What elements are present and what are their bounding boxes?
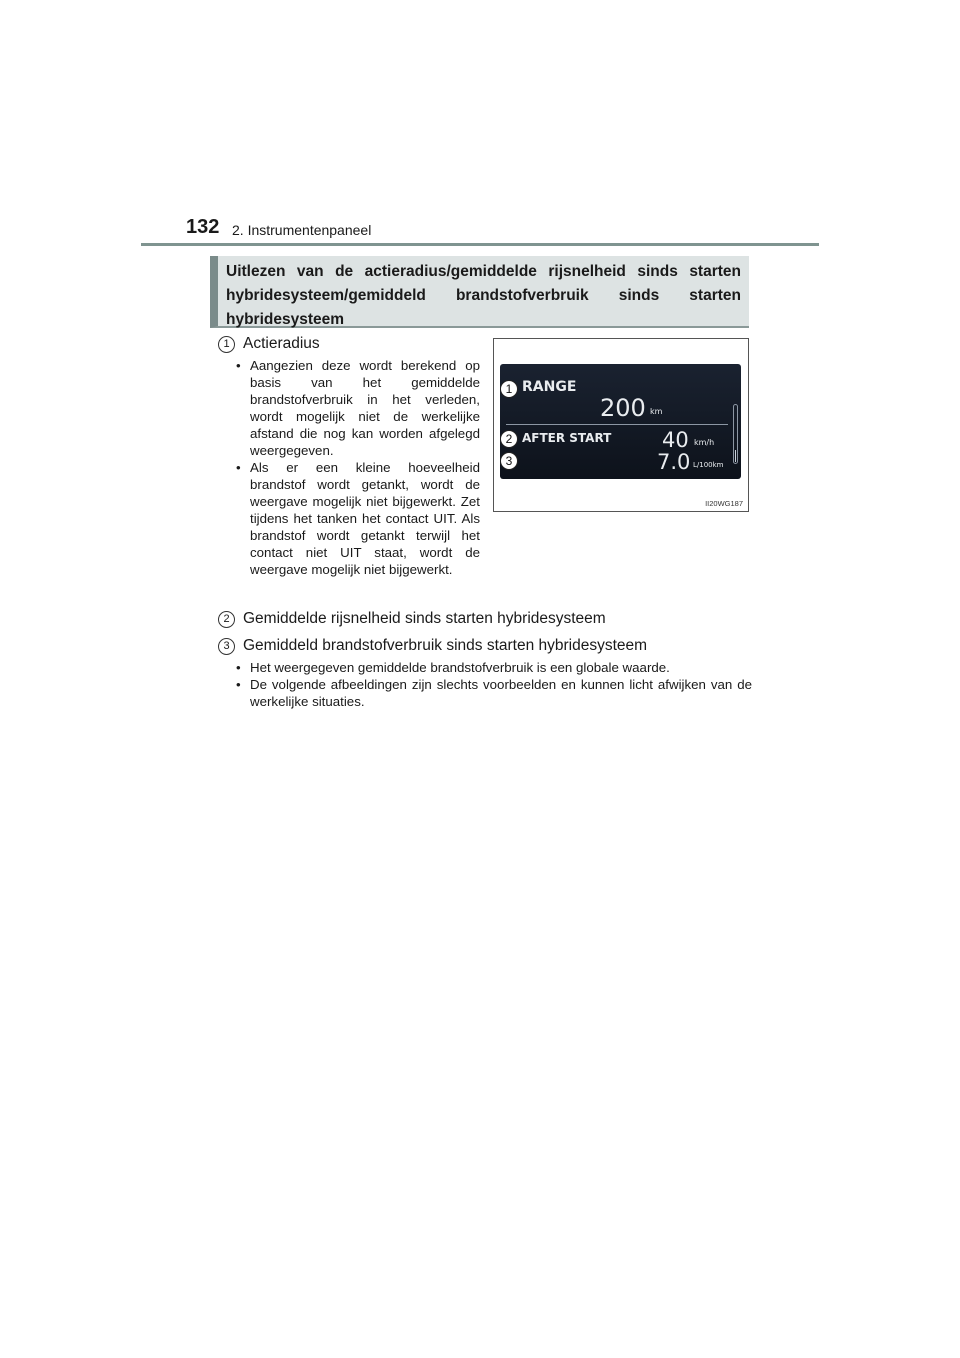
- display-figure: [493, 338, 749, 512]
- header-rule: [141, 243, 819, 246]
- display-screen: [500, 364, 741, 479]
- page-number: 132: [186, 216, 220, 238]
- scroll-indicator: [733, 404, 738, 464]
- item-3-bullets: [232, 659, 752, 710]
- range-unit: km: [650, 407, 663, 416]
- item-number-3: 3: [218, 638, 235, 655]
- item-number-1: 1: [218, 336, 235, 353]
- range-label: RANGE: [522, 379, 577, 395]
- divider-line: [506, 424, 728, 425]
- bullet: • Als er een kleine hoeveelheid brandstof wordt getankt, wordt de weergave mogelijk niet bijgewerkt. Zet tijdens het tanken het contact UIT. Als brandstof wordt getankt terwijl het contact niet UIT staat, wordt de weergave mogelijk niet bijgewerkt.: [232, 459, 480, 578]
- item-title-2: Gemiddelde rijsnelheid sinds starten hybridesysteem: [243, 610, 606, 627]
- fuel-unit: L/100km: [693, 461, 724, 469]
- range-value: 200: [600, 394, 646, 422]
- speed-unit: km/h: [694, 438, 715, 447]
- after-start-label: AFTER START: [522, 431, 612, 445]
- section-heading: Uitlezen van de actieradius/gemiddelde rijsnelheid sinds starten hybridesysteem/gemiddeld brandstofverbruik sinds starten hybridesysteem: [210, 256, 749, 328]
- callout-2: 2: [500, 430, 518, 448]
- speed-value: 40: [662, 428, 689, 452]
- item-1-bullets: [232, 357, 480, 578]
- figure-code: II20WG187: [705, 499, 743, 508]
- bullet: • Het weergegeven gemiddelde brandstofverbruik is een globale waarde.: [232, 659, 752, 676]
- chapter-title: 2. Instrumentenpaneel: [232, 222, 372, 238]
- fuel-value: 7.0: [657, 450, 691, 474]
- bullet: • De volgende afbeeldingen zijn slechts voorbeelden en kunnen licht afwijken van de werkelijke situaties.: [232, 676, 752, 710]
- scroll-indicator-fill: [735, 450, 736, 462]
- item-title-1: Actieradius: [243, 335, 320, 352]
- item-title-3: Gemiddeld brandstofverbruik sinds starten hybridesysteem: [243, 637, 648, 654]
- callout-1: 1: [500, 380, 518, 398]
- bullet: • Aangezien deze wordt berekend op basis van het gemiddelde brandstofverbruik in het verleden, wordt mogelijk niet de werkelijke afstand die nog kan worden afgelegd weergegeven.: [232, 357, 480, 459]
- item-number-2: 2: [218, 611, 235, 628]
- callout-3: 3: [500, 452, 518, 470]
